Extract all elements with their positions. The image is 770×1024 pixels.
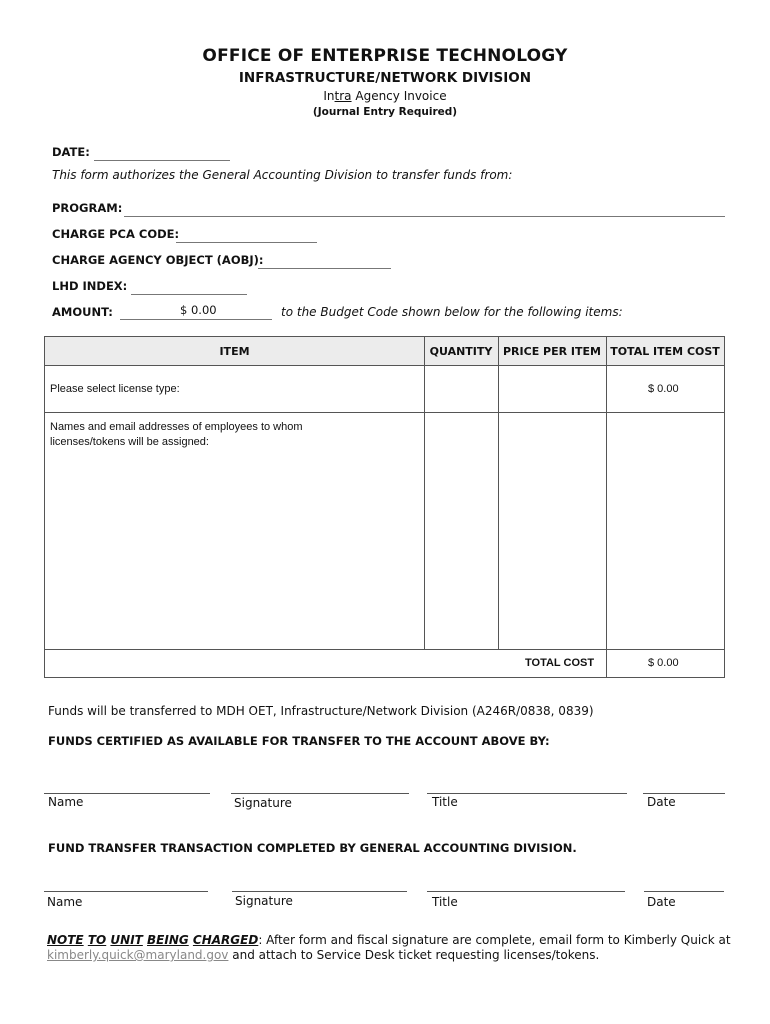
sig1-name-label: Name	[48, 795, 84, 809]
invoice-subtitle	[0, 89, 770, 103]
sig1-date-label: Date	[647, 795, 676, 809]
completed-heading: FUND TRANSFER TRANSACTION COMPLETED BY GENERAL ACCOUNTING DIVISION.	[48, 841, 577, 855]
note-word-note: NOTE	[47, 933, 84, 947]
header-price: PRICE PER ITEM	[503, 345, 601, 358]
sig2-name-line[interactable]	[44, 891, 208, 892]
row-divider	[45, 412, 724, 413]
note-body: : After form and fiscal signature are complete, email form to Kimberly Quick at	[258, 933, 731, 947]
authorization-text: This form authorizes the General Accounting Division to transfer funds from:	[52, 168, 513, 182]
date-label: DATE:	[52, 145, 90, 159]
header-item: ITEM	[219, 345, 250, 358]
aobj-label: CHARGE AGENCY OBJECT (AOBJ):	[52, 253, 264, 267]
invoice-suffix: Agency Invoice	[351, 89, 447, 103]
row1-item[interactable]: Please select license type:	[50, 383, 180, 395]
sig1-date-line[interactable]	[643, 793, 725, 794]
sig1-signature-label: Signature	[234, 796, 292, 810]
note-word-to: TO	[87, 933, 107, 947]
date-field[interactable]	[94, 146, 230, 161]
col-divider	[498, 337, 499, 649]
note-word-charged: CHARGED	[192, 933, 259, 947]
invoice-prefix: In	[323, 89, 335, 103]
lhd-field[interactable]	[131, 280, 247, 295]
items-table	[44, 336, 725, 678]
page-title: OFFICE OF ENTERPRISE TECHNOLOGY	[202, 46, 568, 66]
row2-item-line2: licenses/tokens will be assigned:	[50, 436, 209, 448]
sig1-title-label: Title	[432, 795, 458, 809]
row1-total: $ 0.00	[648, 383, 679, 395]
program-field[interactable]	[124, 202, 725, 217]
note-word-unit: UNIT	[110, 933, 143, 947]
pca-field[interactable]	[176, 228, 317, 243]
aobj-field[interactable]	[258, 254, 391, 269]
amount-field[interactable]	[120, 305, 272, 320]
sig2-title-label: Title	[432, 895, 458, 909]
invoice-intra: tra	[334, 89, 352, 103]
sig2-signature-label: Signature	[235, 894, 293, 908]
col-divider	[606, 337, 607, 678]
sig1-signature-line[interactable]	[231, 793, 409, 794]
header-total: TOTAL ITEM COST	[610, 345, 720, 358]
email-link[interactable]: kimberly.quick@maryland.gov	[47, 948, 229, 962]
row-divider	[45, 649, 724, 650]
sig1-name-line[interactable]	[44, 793, 210, 794]
total-cost-label: TOTAL COST	[525, 657, 595, 669]
sig2-name-label: Name	[47, 895, 83, 909]
journal-note: (Journal Entry Required)	[312, 106, 458, 118]
header-quantity: QUANTITY	[429, 345, 493, 358]
sig2-date-line[interactable]	[644, 891, 724, 892]
budget-text: to the Budget Code shown below for the following items:	[281, 305, 623, 319]
sig2-signature-line[interactable]	[232, 891, 407, 892]
sig2-date-label: Date	[647, 895, 676, 909]
sig1-title-line[interactable]	[427, 793, 627, 794]
amount-label: AMOUNT:	[52, 305, 113, 319]
amount-value: $ 0.00	[180, 303, 217, 317]
lhd-label: LHD INDEX:	[52, 279, 128, 293]
funds-transfer-text: Funds will be transferred to MDH OET, Infrastructure/Network Division (A246R/0838, 0839)	[48, 704, 594, 718]
col-divider	[424, 337, 425, 649]
certified-heading: FUNDS CERTIFIED AS AVAILABLE FOR TRANSFER TO THE ACCOUNT ABOVE BY:	[48, 734, 550, 748]
division-title: INFRASTRUCTURE/NETWORK DIVISION	[238, 70, 532, 86]
row2-item-line1[interactable]: Names and email addresses of employees to whom	[50, 421, 303, 433]
note-tail: and attach to Service Desk ticket requesting licenses/tokens.	[228, 948, 600, 962]
sig2-title-line[interactable]	[427, 891, 625, 892]
note-line2	[47, 948, 599, 962]
total-cost-value: $ 0.00	[648, 657, 679, 669]
program-label: PROGRAM:	[52, 201, 123, 215]
note-word-being: BEING	[147, 933, 189, 947]
pca-label: CHARGE PCA CODE:	[52, 227, 180, 241]
note-line1	[47, 933, 731, 947]
